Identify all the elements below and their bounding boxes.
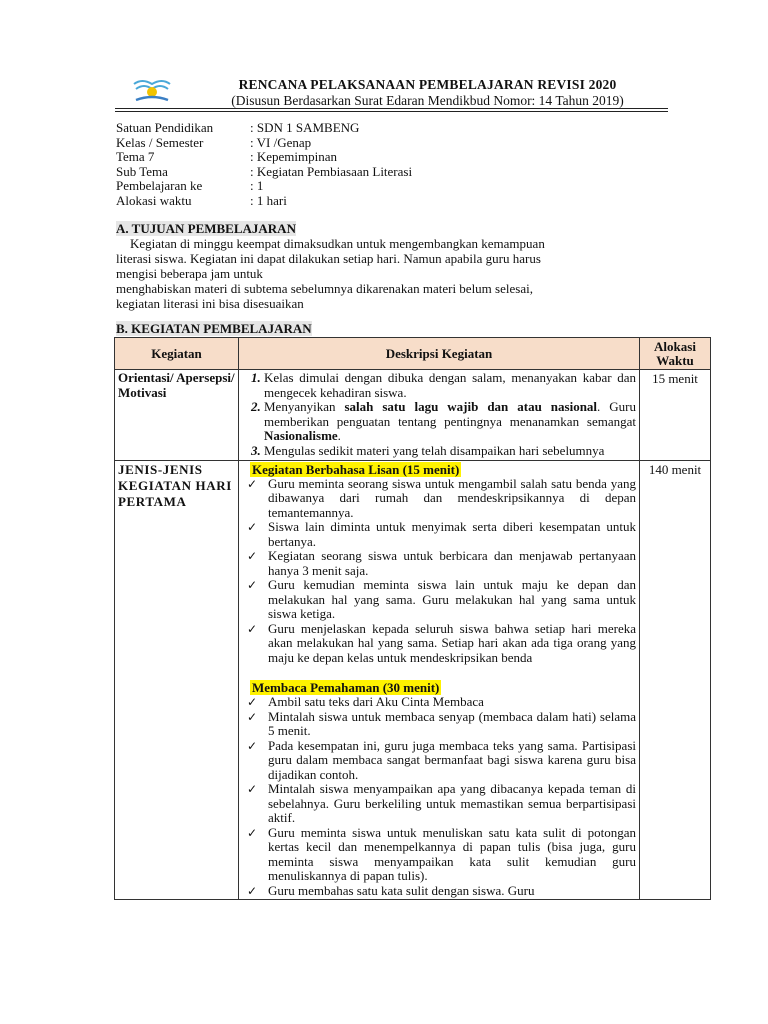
list-item: ✓ Guru kemudian meminta siswa lain untuk maju ke depan dan melakukan hal yang sama. Guru melakukan hal yang sama untuk siswa ketiga. — [247, 577, 636, 622]
table-row — [115, 370, 711, 461]
table-row — [115, 460, 711, 900]
list-item: ✓ Mintalah siswa menyampaikan apa yang dibacanya kepada teman di sebelahnya. Guru berkeliling untuk memastikan semua berpartisipasi aktif. — [247, 781, 636, 826]
section-a-heading: A. TUJUAN PEMBELAJARAN — [116, 221, 296, 236]
activity-name: JENIS-JENIS KEGIATAN HARI PERTAMA — [115, 460, 239, 900]
info-label: Satuan Pendidikan — [116, 120, 214, 135]
check-mark-icon: ✓ — [247, 578, 258, 593]
info-row — [116, 121, 412, 136]
list-item: ✓ Guru meminta seorang siswa untuk mengambil salah satu benda yang dibawanya dari rumah dan mendeskripsikannya di depan temantemannya. — [247, 475, 636, 520]
info-value: : Kegiatan Pembiasaan Literasi — [250, 163, 413, 179]
info-value: : 1 — [250, 178, 264, 194]
paragraph-line: literasi siswa. Kegiatan ini dapat dilakukan setiap hari. Namun apabila guru harus — [116, 251, 541, 266]
check-mark-icon: ✓ — [247, 695, 258, 710]
list-item: ✓ Mintalah siswa untuk membaca senyap (membaca dalam hati) selama 5 menit. — [247, 708, 636, 739]
objective-paragraph — [116, 236, 626, 311]
header-rule — [115, 108, 668, 109]
document-title: RENCANA PELAKSANAAN PEMBELAJARAN REVISI 2020 — [238, 77, 617, 92]
subactivity-title: Membaca Pemahaman (30 menit) — [252, 680, 440, 696]
list-item: ✓ Ambil satu teks dari Aku Cinta Membaca — [247, 694, 484, 710]
list-item: ✓ Guru membahas satu kata sulit dengan siswa. Guru — [247, 882, 535, 898]
info-row — [116, 194, 412, 209]
activity-description — [239, 370, 640, 461]
list-item: 2. Menyanyikan salah satu lagu wajib dan atau nasional. Guru memberikan penguatan tentang pentingnya menanamkan semangat Nasionalisme. — [264, 400, 636, 444]
paragraph-line: mengisi beberapa jam untuk — [116, 266, 263, 281]
paragraph-line: Kegiatan di minggu keempat dimaksudkan untuk mengembangkan kemampuan — [130, 236, 545, 251]
identity-block — [116, 121, 412, 209]
time-allocation: 140 menit — [640, 460, 711, 900]
list-item: ✓ Kegiatan seorang siswa untuk berbicara dan menjawab pertanyaan hanya 3 menit saja. — [247, 548, 636, 578]
info-row — [116, 165, 412, 180]
section-b-heading: B. KEGIATAN PEMBELAJARAN — [116, 321, 312, 336]
check-mark-icon: ✓ — [247, 825, 258, 840]
header-alokasi: Alokasi Waktu — [640, 338, 711, 370]
list-item: ✓ Pada kesempatan ini, guru juga membaca teks yang sama. Partisipasi guru dalam membaca sangat bermanfaat bagi siswa karena guru bisa dijadikan contoh. — [247, 737, 636, 782]
info-label: Kelas / Semester — [116, 134, 204, 150]
time-allocation: 15 menit — [640, 370, 711, 461]
check-mark-icon: ✓ — [247, 738, 258, 753]
check-mark-icon: ✓ — [247, 621, 258, 636]
info-row — [116, 136, 412, 151]
activity-name: Orientasi/ Apersepsi/ Motivasi — [115, 370, 239, 461]
check-mark-icon: ✓ — [247, 476, 258, 491]
info-label: Tema 7 — [116, 149, 155, 165]
list-item: 3. Mengulas sedikit materi yang telah disampaikan hari sebelumnya — [264, 444, 636, 459]
check-mark-icon: ✓ — [247, 549, 258, 564]
numbered-list — [242, 371, 636, 459]
activity-table — [114, 337, 711, 900]
check-list — [242, 477, 636, 666]
info-value: : 1 hari — [250, 192, 287, 208]
paragraph-line: kegiatan literasi ini bisa disesuaikan — [116, 296, 304, 311]
info-label: Sub Tema — [116, 163, 168, 179]
check-mark-icon: ✓ — [247, 782, 258, 797]
header-kegiatan: Kegiatan — [115, 338, 239, 370]
list-item: ✓ Siswa lain diminta untuk menyimak serta diberi kesempatan untuk bertanya. — [247, 519, 636, 549]
list-item: 1. Kelas dimulai dengan dibuka dengan salam, menanyakan kabar dan mengecek kehadiran siswa. — [264, 371, 636, 400]
check-mark-icon: ✓ — [247, 709, 258, 724]
header-rule — [115, 111, 668, 112]
check-mark-icon: ✓ — [247, 520, 258, 535]
check-list — [242, 695, 636, 898]
info-label: Pembelajaran ke — [116, 178, 203, 194]
paragraph-line: menghabiskan materi di subtema sebelumnya dikarenakan materi belum selesai, — [116, 281, 533, 296]
list-item: ✓ Guru menjelaskan kepada seluruh siswa bahwa setiap hari mereka akan melakukan hal yang sama. Setiap hari akan ada tiga orang yang maju ke depan kelas untuk mendeskripsikan benda — [247, 620, 636, 665]
header-deskripsi: Deskripsi Kegiatan — [239, 338, 640, 370]
document-header — [175, 77, 680, 109]
tut-wuri-handayani-logo — [130, 76, 172, 106]
list-item: ✓ Guru meminta siswa untuk menuliskan satu kata sulit di potongan kertas kecil dan menempelkannya di papan tulis (bisa juga, guru meminta siswa menyampaikan kata sulit kemudian guru menuliskannya di papan tulis). — [247, 824, 636, 884]
info-label: Alokasi waktu — [116, 192, 192, 208]
check-mark-icon: ✓ — [247, 883, 258, 898]
subactivity-title: Kegiatan Berbahasa Lisan (15 menit) — [252, 461, 460, 477]
info-value: : VI /Genap — [250, 134, 312, 150]
info-row — [116, 150, 412, 165]
info-value: : SDN 1 SAMBENG — [250, 120, 360, 135]
info-value: : Kepemimpinan — [250, 149, 338, 165]
info-row — [116, 179, 412, 194]
document-subtitle: (Disusun Berdasarkan Surat Edaran Mendikbud Nomor: 14 Tahun 2019) — [231, 93, 624, 108]
table-header-row — [115, 338, 711, 370]
activity-description — [239, 460, 640, 900]
